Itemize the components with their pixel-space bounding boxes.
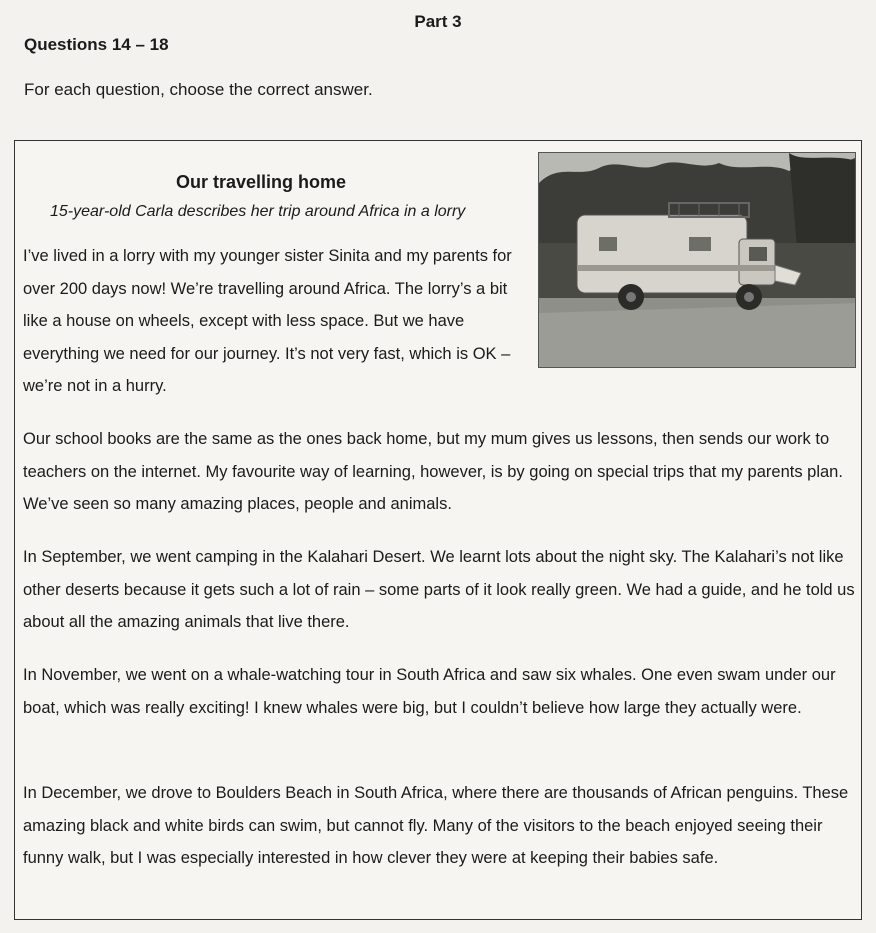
lorry-photo-image	[539, 153, 856, 368]
questions-label: Questions 14 – 18	[24, 35, 169, 54]
paragraph-intro: I’ve lived in a lorry with my younger sister Sinita and my parents for over 200 days now! We’re travelling around Africa. The lorry’s a bit like a house on wheels, except with less space. But we have everything we need for our journey. It’s not very fast, which is OK – we’re not in a hurry.	[23, 247, 512, 395]
part-label: Part 3	[414, 12, 462, 31]
paragraph-december: In December, we drove to Boulders Beach in South Africa, where there are thousands of African penguins. These amazing black and white birds can swim, but cannot fly. Many of the visitors to the beach enjoyed seeing their funny walk, but I was especially interested in how clever they were at keeping their babies safe.	[23, 784, 849, 867]
paragraph-november: In November, we went on a whale-watching tour in South Africa and saw six whales. One even swam under our boat, which was really exciting! I knew whales were big, but I couldn’t believe how large they actually were.	[23, 666, 836, 717]
instruction-text: For each question, choose the correct answer.	[24, 80, 373, 99]
paragraph-school: Our school books are the same as the ones back home, but my mum gives us lessons, then sends our work to teachers on the internet. My favourite way of learning, however, is by going on special trips that my parents plan. We’ve seen so many amazing places, people and animals.	[23, 430, 843, 513]
article-title: Our travelling home	[176, 172, 347, 192]
article-subtitle: 15-year-old Carla describes her trip around Africa in a lorry	[50, 203, 466, 220]
lorry-photo	[538, 152, 856, 368]
paragraph-september: In September, we went camping in the Kalahari Desert. We learnt lots about the night sky. The Kalahari’s not like other deserts because it gets such a lot of rain – some parts of it look really green. We had a guide, and he told us about all the amazing animals that live there.	[23, 548, 855, 631]
